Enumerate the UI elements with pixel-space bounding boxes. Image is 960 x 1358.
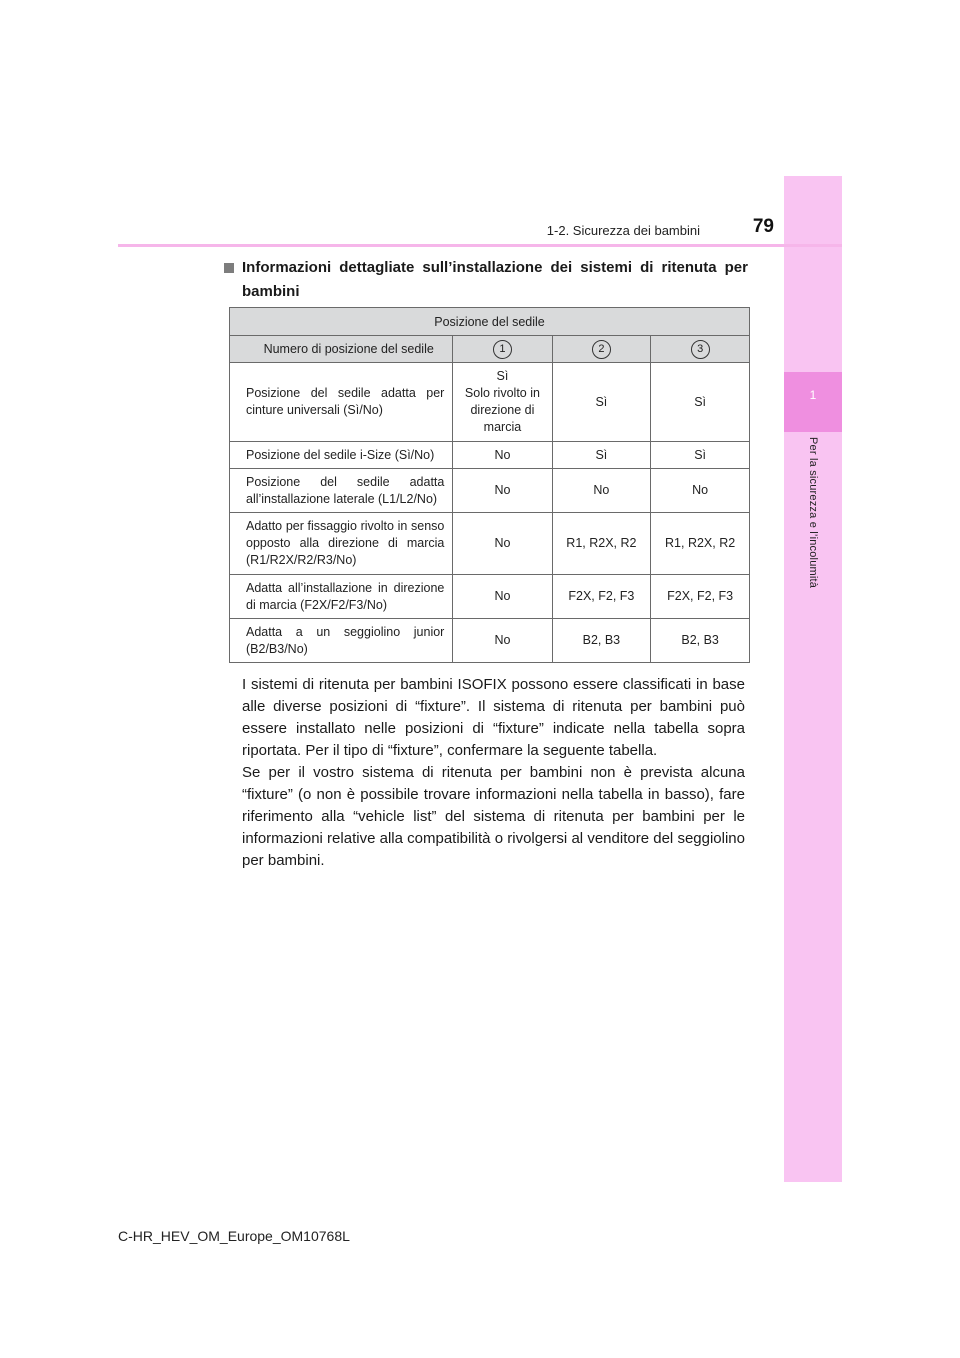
- row-value: F2X, F2, F3: [552, 575, 651, 619]
- row-value: R1, R2X, R2: [552, 513, 651, 575]
- table-row: [230, 469, 750, 513]
- row-value: B2, B3: [552, 619, 651, 663]
- seat-2-number: 2: [592, 340, 611, 359]
- seat-number-row: [230, 336, 750, 363]
- row-value: Sì: [651, 442, 750, 469]
- seat-position-table: [229, 307, 750, 663]
- header-section-title: 1-2. Sicurezza dei bambini: [546, 223, 700, 238]
- row-label: Posizione del sedile adatta per cinture universali (Sì/No): [230, 363, 453, 442]
- page-number: 79: [752, 216, 774, 237]
- row-value: Sì Solo rivolto in direzione di marcia: [453, 363, 552, 442]
- side-chapter-tab: [784, 372, 842, 432]
- side-chapter-label: Per la sicurezza e l’incolumità: [807, 437, 819, 589]
- table-header-row: [230, 308, 750, 336]
- section-heading-text: Informazioni dettagliate sull’installazione dei sistemi di ritenuta per bambini: [242, 259, 748, 300]
- side-chapter-strip: [784, 176, 842, 1182]
- table-title-cell: Posizione del sedile: [230, 308, 750, 336]
- table-row: [230, 363, 750, 442]
- seat-number-cell: [552, 336, 651, 363]
- row-value: Sì: [651, 363, 750, 442]
- table-row: [230, 513, 750, 575]
- body-paragraph-vehicle-list: Se per il vostro sistema di ritenuta per bambini non è prevista alcuna “fixture” (o non è possibile trovare informazioni nella tabella in basso), fare riferimento alla “vehicle list” del sistema di ritenuta per bambini per le informazioni relative alla compatibilità o rivolgersi al venditore del seggiolino per bambini.: [242, 764, 745, 869]
- seat-3-number: 3: [691, 340, 710, 359]
- row-value: No: [453, 513, 552, 575]
- row-label: Posizione del sedile i-Size (Sì/No): [230, 442, 453, 469]
- row-value: No: [453, 575, 552, 619]
- header-divider: [118, 244, 842, 247]
- row-label: Adatta all’installazione in direzione di marcia (F2X/F2/F3/No): [230, 575, 453, 619]
- seat-number-label: Numero di posizione del sedile: [230, 336, 453, 363]
- row-value: No: [552, 469, 651, 513]
- row-value: No: [453, 442, 552, 469]
- row-label: Posizione del sedile adatta all’installazione laterale (L1/L2/No): [230, 469, 453, 513]
- seat-number-cell: [651, 336, 750, 363]
- body-text: [242, 674, 745, 872]
- section-heading: [224, 256, 748, 304]
- seat-number-cell: [453, 336, 552, 363]
- table-row: [230, 619, 750, 663]
- side-chapter-number: 1: [809, 388, 817, 402]
- square-bullet-icon: [224, 263, 234, 273]
- table-row: [230, 442, 750, 469]
- table-row: [230, 575, 750, 619]
- row-value: No: [651, 469, 750, 513]
- row-value: No: [453, 469, 552, 513]
- body-paragraph-isofix: I sistemi di ritenuta per bambini ISOFIX possono essere classificati in base alle diverse posizioni di “fixture”. Il sistema di ritenuta per bambini può essere installato nelle posizioni di “fixture” indicate nella tabella sopra riportata. Per il tipo di “fixture”, confermare la seguente tabella.: [242, 676, 745, 759]
- row-value: Sì: [552, 442, 651, 469]
- footer-document-code: C-HR_HEV_OM_Europe_OM10768L: [118, 1228, 350, 1244]
- row-label: Adatto per fissaggio rivolto in senso opposto alla direzione di marcia (R1/R2X/R2/R3/No): [230, 513, 453, 575]
- seat-1-number: 1: [493, 340, 512, 359]
- row-value: F2X, F2, F3: [651, 575, 750, 619]
- row-value: R1, R2X, R2: [651, 513, 750, 575]
- row-value: Sì: [552, 363, 651, 442]
- row-value: No: [453, 619, 552, 663]
- row-label: Adatta a un seggiolino junior (B2/B3/No): [230, 619, 453, 663]
- row-value: B2, B3: [651, 619, 750, 663]
